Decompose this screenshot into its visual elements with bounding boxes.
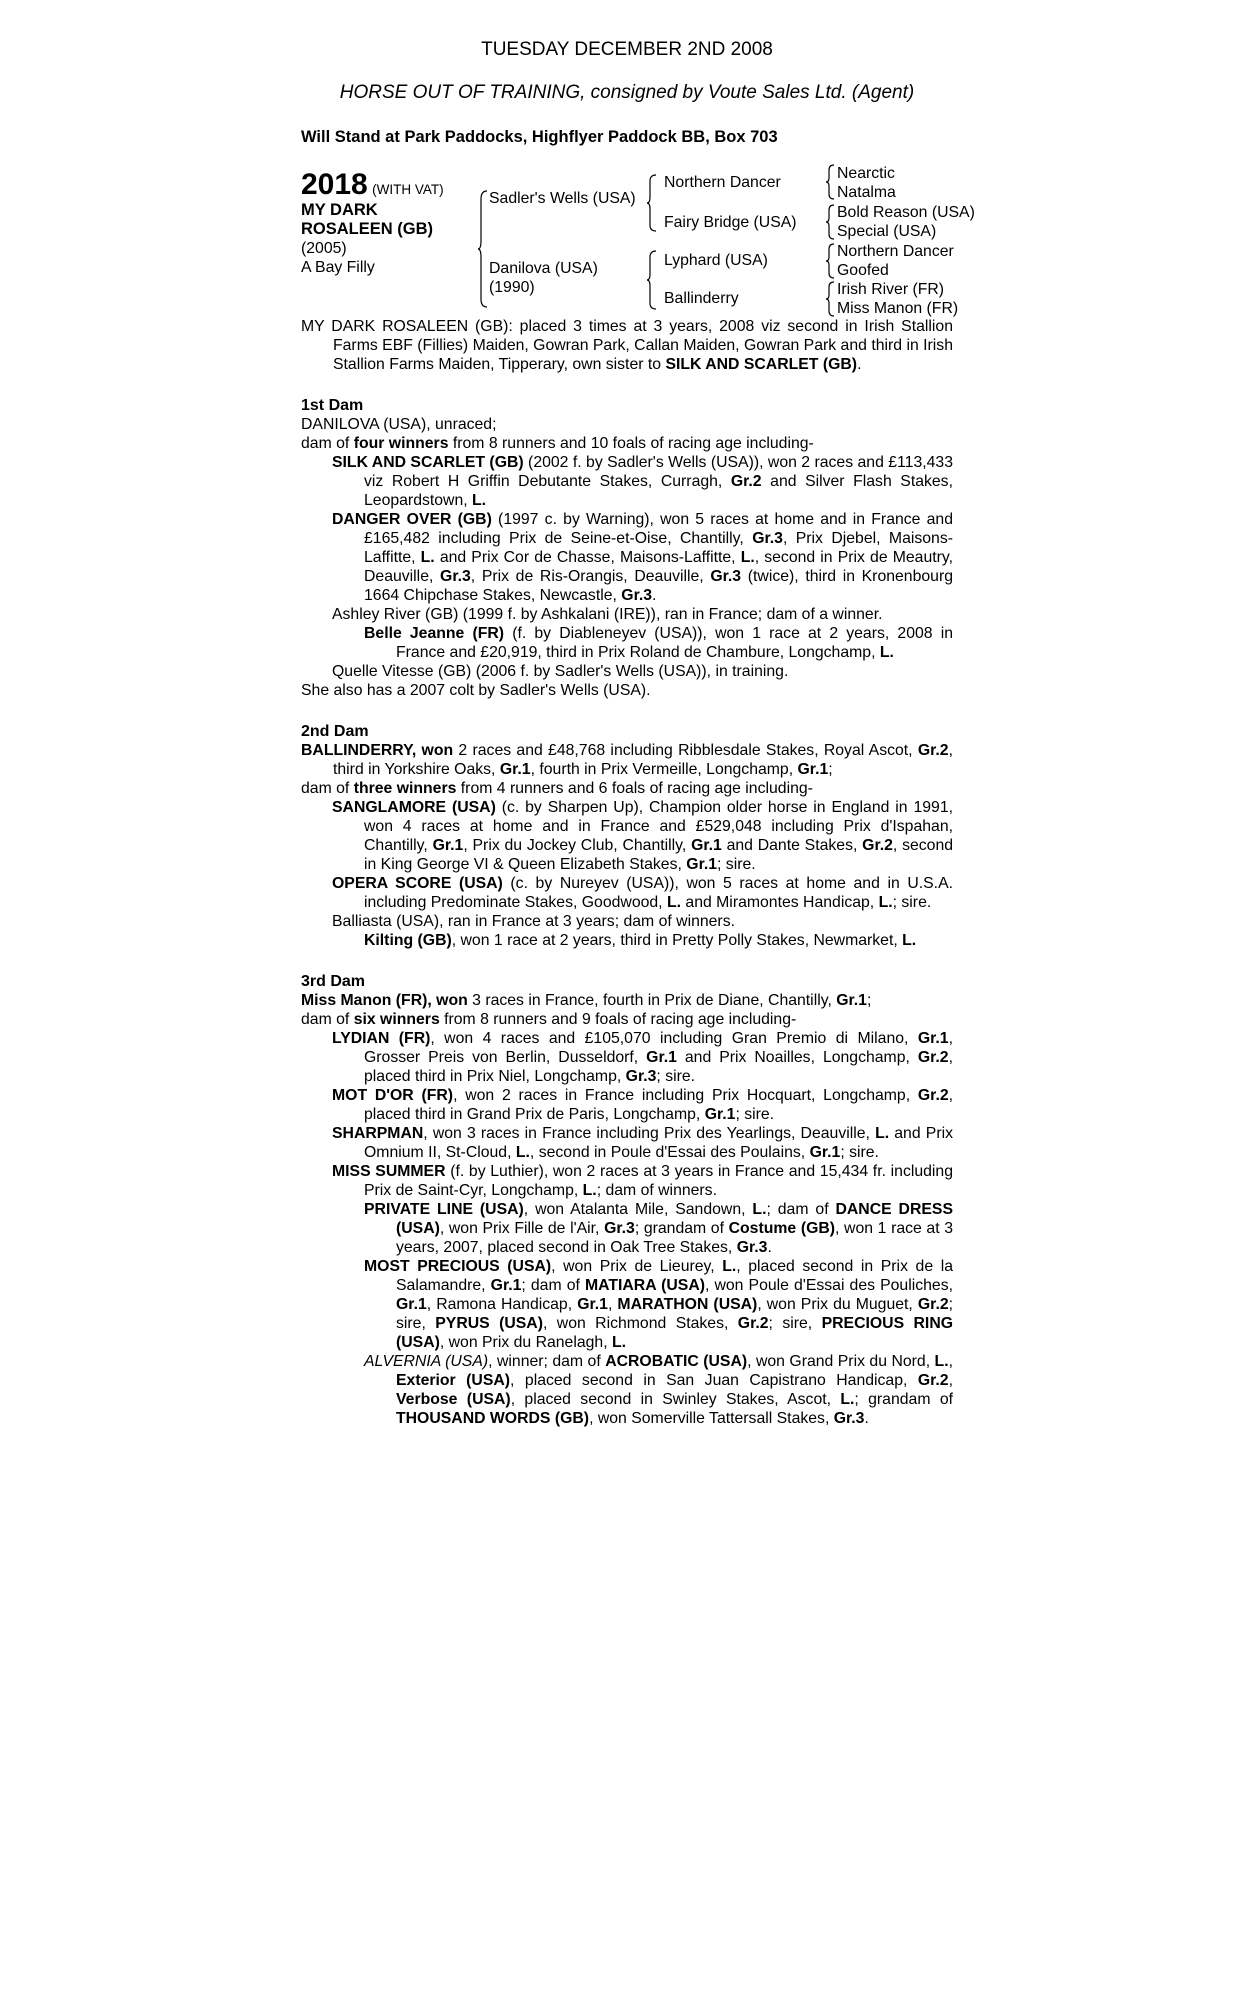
- dam-sire: Lyphard (USA): [664, 252, 768, 269]
- granddam-g3: Bold Reason (USA): [837, 204, 975, 221]
- dam: Danilova (USA): [489, 260, 598, 277]
- horse-description: A Bay Filly: [301, 259, 375, 276]
- produce-entry: SILK AND SCARLET (GB) (2002 f. by Sadler's Wells (USA)), won 2 races and £113,433 viz Robert H Griffin Debutante Stakes, Curragh, Gr.2 and Silver Flash Stakes, Leopardstown, L.: [332, 454, 953, 509]
- dam-of-line: dam of three winners from 4 runners and 6 foals of racing age including-: [301, 780, 813, 797]
- pedigree-block: [301, 165, 975, 317]
- section-heading: 2nd Dam: [301, 723, 369, 740]
- produce-sub-entry: Belle Jeanne (FR) (f. by Diableneyev (USA)), won 1 race at 2 years, 2008 in France and £20,919, third in Prix Roland de Chambure, Longchamp, L.: [364, 625, 953, 661]
- brace-icon: [825, 280, 835, 318]
- lot-number: 2018: [301, 168, 368, 201]
- produce-entry: Balliasta (USA), ran in France at 3 years; dam of winners.: [332, 913, 735, 930]
- granddam-g2: Natalma: [837, 184, 896, 201]
- produce-entry: Ashley River (GB) (1999 f. by Ashkalani (IRE)), ran in France; dam of a winner.: [332, 606, 883, 623]
- consignment-line: HORSE OUT OF TRAINING, consigned by Voute Sales Ltd. (Agent): [339, 82, 915, 103]
- granddam-g1: Nearctic: [837, 165, 895, 182]
- produce-sub-entry: Kilting (GB), won 1 race at 2 years, third in Pretty Polly Stakes, Newmarket, L.: [364, 932, 917, 949]
- dam-year: (1990): [489, 279, 535, 296]
- stand-location: Will Stand at Park Paddocks, Highflyer Paddock BB, Box 703: [301, 128, 778, 146]
- lot-details: [301, 169, 476, 277]
- horse-name-line2: ROSALEEN (GB): [301, 220, 433, 238]
- first-dam-section: [301, 396, 953, 700]
- second-dam-section: [301, 722, 953, 950]
- produce-entry: MISS SUMMER (f. by Luthier), won 2 races at 3 years in France and 15,434 fr. including Prix de Saint-Cyr, Longchamp, L.; dam of winners.: [332, 1163, 954, 1199]
- dam-intro: DANILOVA (USA), unraced;: [301, 416, 497, 433]
- also-has-line: She also has a 2007 colt by Sadler's Wells (USA).: [301, 682, 651, 699]
- sire-dam: Fairy Bridge (USA): [664, 214, 797, 231]
- vat-label: (WITH VAT): [372, 182, 444, 197]
- sale-date: TUESDAY DECEMBER 2ND 2008: [481, 39, 773, 60]
- dam-intro: BALLINDERRY, won 2 races and £48,768 including Ribblesdale Stakes, Royal Ascot, Gr.2, third in Yorkshire Oaks, Gr.1, fourth in Prix Vermeille, Longchamp, Gr.1;: [301, 742, 953, 778]
- brace-icon: [825, 163, 835, 201]
- foaling-year: (2005): [301, 240, 347, 257]
- produce-entry: OPERA SCORE (USA) (c. by Nureyev (USA)), won 5 races at home and in U.S.A. including Predominate Stakes, Goodwood, L. and Miramontes Handicap, L.; sire.: [332, 875, 953, 911]
- third-dam-section: [301, 972, 953, 1428]
- dam-dam: Ballinderry: [664, 290, 739, 307]
- granddam-g4: Special (USA): [837, 223, 937, 240]
- granddam-g6: Goofed: [837, 262, 889, 279]
- granddam-g8: Miss Manon (FR): [837, 300, 959, 317]
- horse-name-line1: MY DARK: [301, 201, 378, 219]
- dam-intro: Miss Manon (FR), won 3 races in France, fourth in Prix de Diane, Chantilly, Gr.1;: [301, 992, 872, 1009]
- produce-entry: DANGER OVER (GB) (1997 c. by Warning), won 5 races at home and in France and £165,482 including Prix de Seine-et-Oise, Chantilly, Gr.3, Prix Djebel, Maisons-Laffitte, L. and Prix Cor de Chasse, Maisons-Laffitte, L., second in Prix de Meautry, Deauville, Gr.3, Prix de Ris-Orangis, Deauville, Gr.3 (twice), third in Kronenbourg 1664 Chipchase Stakes, Newcastle, Gr.3.: [332, 511, 954, 604]
- produce-sub-entry: ALVERNIA (USA), winner; dam of ACROBATIC (USA), won Grand Prix du Nord, L., Exterior (USA), placed second in San Juan Capistrano Handicap, Gr.2, Verbose (USA), placed second in Swinley Stakes, Ascot, L.; grandam of THOUSAND WORDS (GB), won Somerville Tattersall Stakes, Gr.3.: [364, 1353, 953, 1427]
- sire-sire: Northern Dancer: [664, 174, 781, 191]
- brace-icon: [477, 189, 489, 309]
- dam-of-line: dam of four winners from 8 runners and 10 foals of racing age including-: [301, 435, 814, 452]
- section-heading: 3rd Dam: [301, 973, 366, 990]
- produce-sub-entry: PRIVATE LINE (USA), won Atalanta Mile, Sandown, L.; dam of DANCE DRESS (USA), won Prix Fille de l'Air, Gr.3; grandam of Costume (GB), won 1 race at 3 years, 2007, placed second in Oak Tree Stakes, Gr.3.: [364, 1201, 954, 1256]
- brace-icon: [646, 173, 658, 233]
- section-heading: 1st Dam: [301, 397, 364, 414]
- horse-summary: MY DARK ROSALEEN (GB): placed 3 times at 3 years, 2008 viz second in Irish Stallion Farms EBF (Fillies) Maiden, Gowran Park, Callan Maiden, Gowran Park and third in Irish Stallion Farms Maiden, Tipperary, own sister to SILK AND SCARLET (GB).: [301, 318, 953, 373]
- produce-entry: Quelle Vitesse (GB) (2006 f. by Sadler's Wells (USA)), in training.: [332, 663, 789, 680]
- brace-icon: [825, 203, 835, 241]
- dam-of-line: dam of six winners from 8 runners and 9 foals of racing age including-: [301, 1011, 797, 1028]
- granddam-g7: Irish River (FR): [837, 281, 945, 298]
- produce-entry: LYDIAN (FR), won 4 races and £105,070 including Gran Premio di Milano, Gr.1, Grosser Preis von Berlin, Dusseldorf, Gr.1 and Prix Noailles, Longchamp, Gr.2, placed third in Prix Niel, Longchamp, Gr.3; sire.: [332, 1030, 953, 1085]
- produce-entry: SHARPMAN, won 3 races in France including Prix des Yearlings, Deauville, L. and Prix Omnium II, St-Cloud, L., second in Poule d'Essai des Poulains, Gr.1; sire.: [332, 1125, 953, 1161]
- catalogue-page: [301, 39, 975, 1428]
- produce-sub-entry: MOST PRECIOUS (USA), won Prix de Lieurey, L., placed second in Prix de la Salamandre, Gr.1; dam of MATIARA (USA), won Poule d'Essai des Pouliches, Gr.1, Ramona Handicap, Gr.1, MARATHON (USA), won Prix du Muguet, Gr.2; sire, PYRUS (USA), won Richmond Stakes, Gr.2; sire, PRECIOUS RING (USA), won Prix du Ranelagh, L.: [364, 1258, 954, 1351]
- granddam-g5: Northern Dancer: [837, 243, 954, 260]
- produce-entry: SANGLAMORE (USA) (c. by Sharpen Up), Champion older horse in England in 1991, won 4 races at home and in France and £529,048 including Prix d'Ispahan, Chantilly, Gr.1, Prix du Jockey Club, Chantilly, Gr.1 and Dante Stakes, Gr.2, second in King George VI & Queen Elizabeth Stakes, Gr.1; sire.: [332, 799, 954, 873]
- brace-icon: [825, 242, 835, 280]
- brace-icon: [646, 249, 658, 311]
- sire: Sadler's Wells (USA): [489, 190, 636, 207]
- produce-entry: MOT D'OR (FR), won 2 races in France including Prix Hocquart, Longchamp, Gr.2, placed third in Grand Prix de Paris, Longchamp, Gr.1; sire.: [332, 1087, 954, 1123]
